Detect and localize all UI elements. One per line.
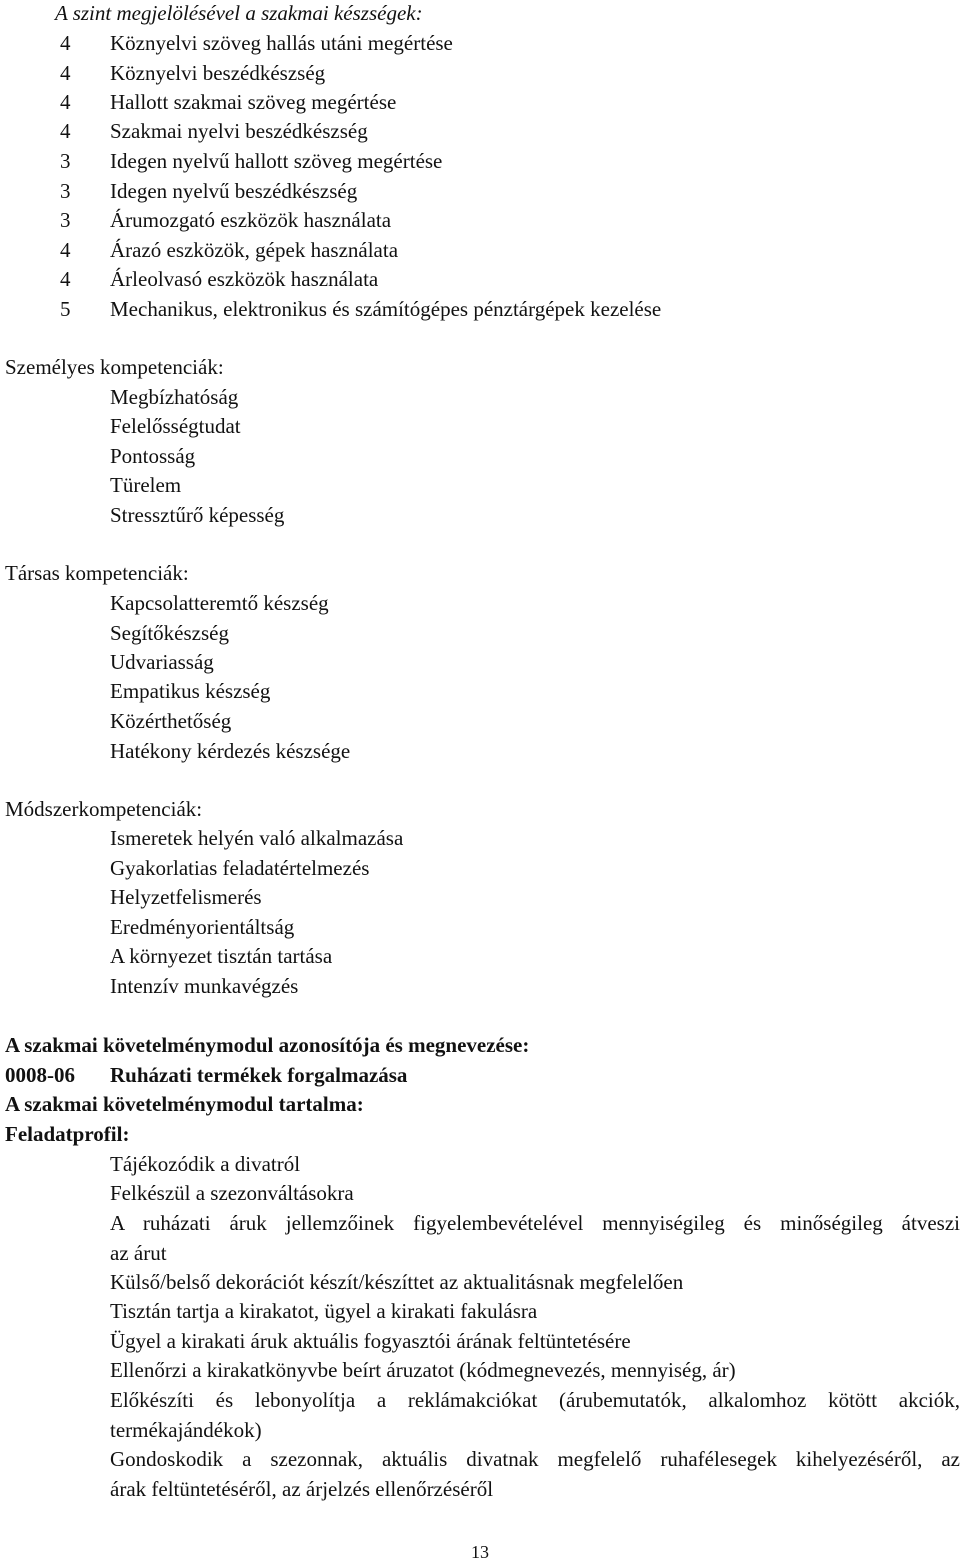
list-item: Ismeretek helyén való alkalmazása bbox=[110, 826, 404, 850]
social-competencies-heading: Társas kompetenciák: bbox=[5, 561, 189, 585]
module-name: Ruházati termékek forgalmazása bbox=[110, 1063, 408, 1087]
skill-level: 4 bbox=[60, 31, 71, 55]
list-item: Eredményorientáltság bbox=[110, 915, 295, 939]
skill-level: 4 bbox=[60, 119, 71, 143]
task-item: Tájékozódik a divatról bbox=[110, 1152, 301, 1176]
list-item: Gyakorlatias feladatértelmezés bbox=[110, 856, 370, 880]
skill-row bbox=[0, 149, 960, 173]
skill-text: Mechanikus, elektronikus és számítógépes pénztárgépek kezelése bbox=[110, 297, 662, 321]
skill-text: Köznyelvi beszédkészség bbox=[110, 61, 326, 85]
skill-text: Idegen nyelvű hallott szöveg megértése bbox=[110, 149, 443, 173]
skill-text: Köznyelvi szöveg hallás utáni megértése bbox=[110, 31, 453, 55]
skill-level: 4 bbox=[60, 238, 71, 262]
method-competencies-heading: Módszerkompetenciák: bbox=[5, 797, 203, 821]
skill-level: 5 bbox=[60, 297, 71, 321]
task-item: Tisztán tartja a kirakatot, ügyel a kirakati fakulásra bbox=[110, 1299, 538, 1323]
list-item: Megbízhatóság bbox=[110, 385, 239, 409]
skill-row bbox=[0, 61, 960, 85]
task-profile-heading: Feladatprofil: bbox=[5, 1122, 130, 1146]
list-item: Empatikus készség bbox=[110, 679, 271, 703]
skill-level: 3 bbox=[60, 149, 71, 173]
list-item: Türelem bbox=[110, 473, 182, 497]
list-item: Pontosság bbox=[110, 444, 196, 468]
list-item: Felelősségtudat bbox=[110, 414, 241, 438]
skill-text: Idegen nyelvű beszédkészség bbox=[110, 179, 358, 203]
list-item: Hatékony kérdezés készsége bbox=[110, 739, 351, 763]
skill-row bbox=[0, 119, 960, 143]
skill-level: 4 bbox=[60, 61, 71, 85]
skills-heading: A szint megjelölésével a szakmai készségek: bbox=[55, 1, 423, 25]
skill-text: Árleolvasó eszközök használata bbox=[110, 267, 379, 291]
task-item: Ügyel a kirakati áruk aktuális fogyasztói árának feltüntetésére bbox=[110, 1329, 631, 1353]
task-item: Előkészíti és lebonyolítja a reklámakciókat (árubemutatók, alkalomhoz kötött akciók, bbox=[110, 1388, 960, 1412]
skill-level: 4 bbox=[60, 90, 71, 114]
list-item: Intenzív munkavégzés bbox=[110, 974, 299, 998]
skill-row bbox=[0, 297, 960, 321]
skill-row bbox=[0, 238, 960, 262]
list-item: Segítőkészség bbox=[110, 621, 229, 645]
module-id-heading: A szakmai követelménymodul azonosítója és megnevezése: bbox=[5, 1033, 530, 1057]
list-item: Udvariasság bbox=[110, 650, 214, 674]
task-item-continuation: árak feltüntetéséről, az árjelzés ellenőrzéséről bbox=[110, 1477, 494, 1501]
skill-row bbox=[0, 31, 960, 55]
task-item: Ellenőrzi a kirakatkönyvbe beírt áruzatot (kódmegnevezés, mennyiség, ár) bbox=[110, 1358, 736, 1382]
skill-text: Hallott szakmai szöveg megértése bbox=[110, 90, 397, 114]
task-item-continuation: termékajándékok) bbox=[110, 1418, 262, 1442]
module-code: 0008-06 bbox=[5, 1063, 75, 1087]
skill-row bbox=[0, 90, 960, 114]
skill-row bbox=[0, 179, 960, 203]
list-item: A környezet tisztán tartása bbox=[110, 944, 333, 968]
skill-row bbox=[0, 208, 960, 232]
skill-level: 4 bbox=[60, 267, 71, 291]
task-item-continuation: az árut bbox=[110, 1241, 167, 1265]
skill-text: Árazó eszközök, gépek használata bbox=[110, 238, 399, 262]
skill-text: Szakmai nyelvi beszédkészség bbox=[110, 119, 368, 143]
skill-level: 3 bbox=[60, 179, 71, 203]
task-item: Gondoskodik a szezonnak, aktuális divatnak megfelelő ruhafélesegek kihelyezéséről, az bbox=[110, 1447, 960, 1471]
personal-competencies-heading: Személyes kompetenciák: bbox=[5, 355, 224, 379]
list-item: Stressztűrő képesség bbox=[110, 503, 285, 527]
skill-level: 3 bbox=[60, 208, 71, 232]
list-item: Közérthetőség bbox=[110, 709, 232, 733]
skill-text: Árumozgató eszközök használata bbox=[110, 208, 392, 232]
page-number: 13 bbox=[471, 1542, 489, 1562]
list-item: Kapcsolatteremtő készség bbox=[110, 591, 329, 615]
task-item: A ruházati áruk jellemzőinek figyelembevételével mennyiségileg és minőségileg átveszi bbox=[110, 1211, 960, 1235]
task-item: Külső/belső dekorációt készít/készíttet az aktualitásnak megfelelően bbox=[110, 1270, 684, 1294]
module-content-heading: A szakmai követelménymodul tartalma: bbox=[5, 1092, 364, 1116]
list-item: Helyzetfelismerés bbox=[110, 885, 262, 909]
skill-row bbox=[0, 267, 960, 291]
task-item: Felkészül a szezonváltásokra bbox=[110, 1181, 354, 1205]
